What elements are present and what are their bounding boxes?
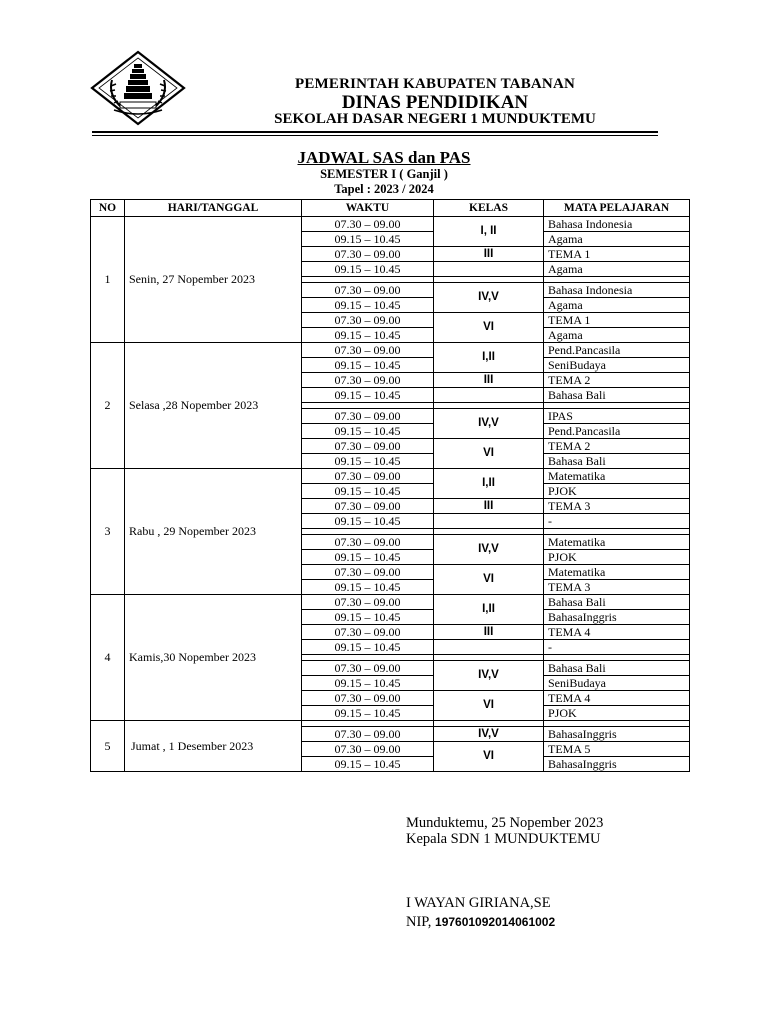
day-date: Selasa ,28 Nopember 2023 (125, 343, 302, 469)
signature-position: Kepala SDN 1 MUNDUKTEMU (406, 831, 601, 847)
class-cell-empty (434, 388, 544, 403)
header-department: DINAS PENDIDIKAN (341, 92, 529, 113)
header-divider-thin (92, 135, 658, 136)
time-cell: 09.15 – 10.45 (302, 514, 434, 529)
class-cell-empty (434, 514, 544, 529)
header-divider-thick (92, 131, 658, 133)
subject-cell: Agama (544, 328, 690, 343)
subject-cell: IPAS (544, 409, 690, 424)
class-cell: III (434, 247, 544, 262)
time-cell: 09.15 – 10.45 (302, 484, 434, 499)
subject-cell: TEMA 3 (544, 499, 690, 514)
class-cell: IV,V (434, 409, 544, 439)
time-cell: 07.30 – 09.00 (302, 343, 434, 358)
subject-cell: Pend.Pancasila (544, 343, 690, 358)
subject-cell: Bahasa Bali (544, 595, 690, 610)
time-cell: 07.30 – 09.00 (302, 742, 434, 757)
class-cell: IV,V (434, 661, 544, 691)
time-cell: 07.30 – 09.00 (302, 625, 434, 640)
column-header: KELAS (434, 200, 544, 217)
class-cell: VI (434, 691, 544, 721)
time-cell: 07.30 – 09.00 (302, 313, 434, 328)
subject-cell: TEMA 5 (544, 742, 690, 757)
day-number: 5 (91, 721, 125, 772)
signature-nip (406, 914, 555, 931)
subject-cell: TEMA 3 (544, 580, 690, 595)
subject-cell: - (544, 514, 690, 529)
subject-cell: PJOK (544, 484, 690, 499)
class-cell: III (434, 625, 544, 640)
document-title: JADWAL SAS dan PAS (297, 148, 471, 167)
exam-schedule-table (90, 199, 690, 772)
day-date: Jumat , 1 Desember 2023 (125, 721, 302, 772)
subject-cell: Bahasa Bali (544, 388, 690, 403)
time-cell: 09.15 – 10.45 (302, 328, 434, 343)
subject-cell: BahasaInggris (544, 727, 690, 742)
class-cell: I,II (434, 343, 544, 373)
day-number: 2 (91, 343, 125, 469)
subject-cell: SeniBudaya (544, 358, 690, 373)
time-cell: 07.30 – 09.00 (302, 565, 434, 580)
column-header: WAKTU (302, 200, 434, 217)
time-cell: 09.15 – 10.45 (302, 706, 434, 721)
time-cell: 09.15 – 10.45 (302, 580, 434, 595)
time-cell: 07.30 – 09.00 (302, 691, 434, 706)
day-number: 1 (91, 217, 125, 343)
school-year-label: Tapel : 2023 / 2024 (334, 182, 434, 196)
time-cell: 09.15 – 10.45 (302, 550, 434, 565)
subject-cell: Matematika (544, 469, 690, 484)
column-header: MATA PELAJARAN (544, 200, 690, 217)
class-cell: IV,V (434, 727, 544, 742)
subject-cell: - (544, 640, 690, 655)
subject-cell: TEMA 1 (544, 313, 690, 328)
regency-emblem-logo (90, 50, 186, 126)
subject-cell: Bahasa Bali (544, 454, 690, 469)
time-cell: 09.15 – 10.45 (302, 640, 434, 655)
subject-cell: Bahasa Indonesia (544, 217, 690, 232)
class-cell: VI (434, 565, 544, 595)
time-cell: 07.30 – 09.00 (302, 217, 434, 232)
table-header-row (91, 200, 690, 217)
nip-number: 197601092014061002 (435, 915, 556, 929)
class-cell: VI (434, 742, 544, 772)
time-cell: 09.15 – 10.45 (302, 388, 434, 403)
subject-cell: TEMA 4 (544, 691, 690, 706)
class-cell: III (434, 373, 544, 388)
time-cell: 09.15 – 10.45 (302, 358, 434, 373)
day-date: Kamis,30 Nopember 2023 (125, 595, 302, 721)
time-cell: 07.30 – 09.00 (302, 409, 434, 424)
column-header: NO (91, 200, 125, 217)
class-cell: VI (434, 313, 544, 343)
header-government: PEMERINTAH KABUPATEN TABANAN (294, 76, 576, 92)
class-cell: I,II (434, 469, 544, 499)
subject-cell: Agama (544, 298, 690, 313)
day-number: 3 (91, 469, 125, 595)
subject-cell: TEMA 1 (544, 247, 690, 262)
time-cell: 09.15 – 10.45 (302, 262, 434, 277)
subject-cell: PJOK (544, 550, 690, 565)
table-row (91, 343, 690, 358)
subject-cell: Pend.Pancasila (544, 424, 690, 439)
subject-cell: Agama (544, 232, 690, 247)
nip-label: NIP, (406, 914, 436, 930)
time-cell: 07.30 – 09.00 (302, 283, 434, 298)
subject-cell: BahasaInggris (544, 757, 690, 772)
time-cell: 09.15 – 10.45 (302, 424, 434, 439)
table-row (91, 217, 690, 232)
class-cell-empty (434, 262, 544, 277)
column-header: HARI/TANGGAL (125, 200, 302, 217)
subject-cell: BahasaInggris (544, 610, 690, 625)
subject-cell: SeniBudaya (544, 676, 690, 691)
subject-cell: Matematika (544, 565, 690, 580)
subject-cell: Agama (544, 262, 690, 277)
subject-cell: TEMA 2 (544, 373, 690, 388)
subject-cell: Bahasa Bali (544, 661, 690, 676)
class-cell: I,II (434, 595, 544, 625)
time-cell: 09.15 – 10.45 (302, 454, 434, 469)
time-cell: 07.30 – 09.00 (302, 373, 434, 388)
time-cell: 07.30 – 09.00 (302, 469, 434, 484)
day-number: 4 (91, 595, 125, 721)
class-cell: IV,V (434, 535, 544, 565)
time-cell: 09.15 – 10.45 (302, 232, 434, 247)
semester-label: SEMESTER I ( Ganjil ) (320, 167, 448, 181)
class-cell-empty (434, 640, 544, 655)
table-row (91, 595, 690, 610)
time-cell: 09.15 – 10.45 (302, 676, 434, 691)
signature-place-date: Munduktemu, 25 Nopember 2023 (406, 815, 604, 831)
time-cell: 07.30 – 09.00 (302, 661, 434, 676)
subject-cell: Bahasa Indonesia (544, 283, 690, 298)
class-cell: VI (434, 439, 544, 469)
time-cell: 07.30 – 09.00 (302, 595, 434, 610)
subject-cell: PJOK (544, 706, 690, 721)
time-cell: 07.30 – 09.00 (302, 439, 434, 454)
time-cell: 09.15 – 10.45 (302, 757, 434, 772)
subject-cell: Matematika (544, 535, 690, 550)
subject-cell: TEMA 2 (544, 439, 690, 454)
class-cell: I, II (434, 217, 544, 247)
day-date: Senin, 27 Nopember 2023 (125, 217, 302, 343)
day-date: Rabu , 29 Nopember 2023 (125, 469, 302, 595)
time-cell: 07.30 – 09.00 (302, 499, 434, 514)
time-cell: 07.30 – 09.00 (302, 247, 434, 262)
time-cell: 09.15 – 10.45 (302, 298, 434, 313)
table-row (91, 469, 690, 484)
time-cell: 07.30 – 09.00 (302, 727, 434, 742)
time-cell: 07.30 – 09.00 (302, 535, 434, 550)
class-cell: IV,V (434, 283, 544, 313)
class-cell: III (434, 499, 544, 514)
header-school: SEKOLAH DASAR NEGERI 1 MUNDUKTEMU (274, 111, 596, 127)
time-cell: 09.15 – 10.45 (302, 610, 434, 625)
signature-name: I WAYAN GIRIANA,SE (406, 895, 551, 911)
subject-cell: TEMA 4 (544, 625, 690, 640)
